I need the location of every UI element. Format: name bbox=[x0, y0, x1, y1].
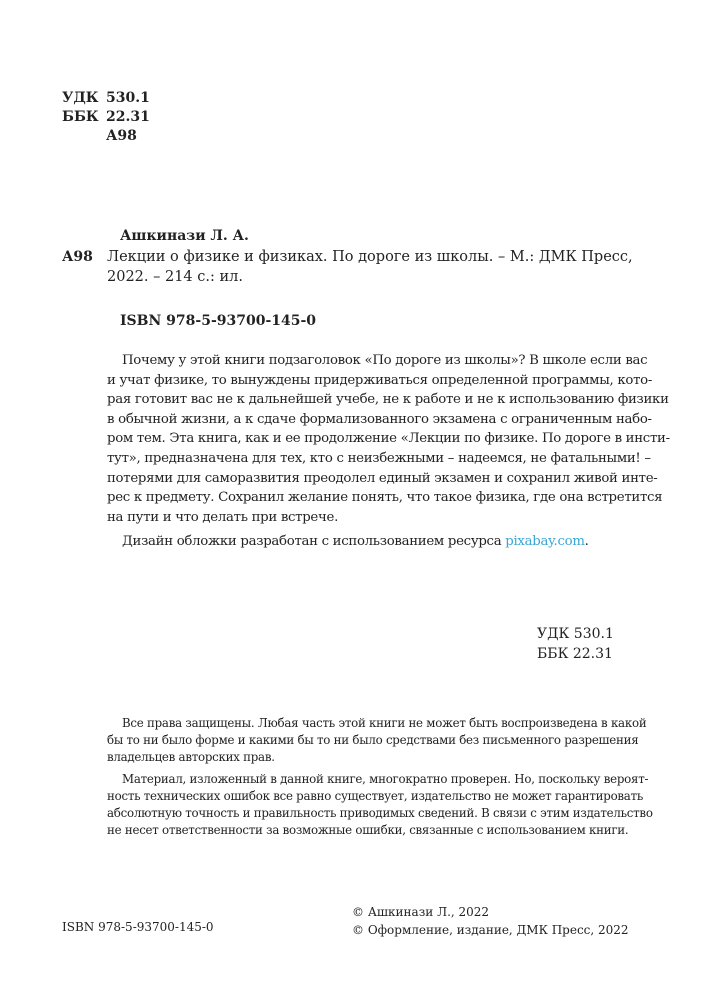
bib-line: 2022. – 214 с.: ил. bbox=[107, 269, 243, 285]
rights-line: бы то ни было форме и какими бы то ни было средствами без письменного разрешения bbox=[107, 733, 639, 747]
abstract-line: ром тем. Эта книга, как и ее продолжение «Лекции по физике. По дороге в инсти- bbox=[107, 431, 670, 447]
bbk-right: ББК 22.31 bbox=[537, 646, 613, 662]
abstract-line: потерями для саморазвития преодолел единый экзамен и сохранил живой инте- bbox=[107, 470, 658, 486]
bbk-value: 22.31 bbox=[106, 109, 150, 125]
bib-description bbox=[107, 247, 633, 287]
bib-code: А98 bbox=[62, 249, 93, 265]
classification-block bbox=[62, 89, 150, 146]
copyright-publisher: © Оформление, издание, ДМК Пресс, 2022 bbox=[352, 923, 629, 937]
rights-notice bbox=[107, 715, 653, 839]
udk-right: УДК 530.1 bbox=[537, 626, 614, 642]
disclaimer-line: ность технических ошибок все равно существует, издательство не может гарантировать bbox=[107, 789, 644, 803]
author-code: А98 bbox=[106, 128, 137, 144]
abstract-line: рес к предмету. Сохранил желание понять, что такое физика, где она встретится bbox=[107, 490, 663, 506]
rights-line: владельцев авторских прав. bbox=[107, 750, 275, 764]
disclaimer-line: абсолютную точность и правильность приводимых сведений. В связи с этим издательство bbox=[107, 806, 653, 820]
rights-line: Все права защищены. Любая часть этой книги не может быть воспроизведена в какой bbox=[122, 716, 647, 730]
abstract bbox=[107, 351, 670, 552]
cover-note-text: Дизайн обложки разработан с использованием ресурса bbox=[122, 534, 506, 550]
isbn-heading: ISBN 978-5-93700-145-0 bbox=[120, 313, 317, 329]
abstract-line: рая готовит вас не к дальнейшей учебе, не к работе и не к использованию физики bbox=[107, 392, 669, 408]
cover-note-end: . bbox=[584, 534, 589, 550]
bbk-label: ББК bbox=[62, 109, 99, 125]
copyright-block bbox=[352, 903, 629, 939]
disclaimer-line: не несет ответственности за возможные ошибки, связанные с использованием книги. bbox=[107, 823, 629, 837]
abstract-line: и учат физике, то вынуждены придерживаться определенной программы, кото- bbox=[107, 372, 653, 388]
udk-label: УДК bbox=[62, 90, 99, 106]
pixabay-link[interactable]: pixabay.com bbox=[505, 534, 585, 550]
abstract-line: Почему у этой книги подзаголовок «По дороге из школы»? В школе если вас bbox=[122, 353, 648, 368]
disclaimer-line: Материал, изложенный в данной книге, многократно проверен. Но, поскольку вероят- bbox=[122, 772, 649, 786]
udk-value: 530.1 bbox=[106, 90, 150, 106]
bib-line: Лекции о физике и физиках. По дороге из школы. – М.: ДМК Пресс, bbox=[107, 249, 633, 265]
footer-isbn: ISBN 978-5-93700-145-0 bbox=[62, 920, 214, 934]
abstract-line: на пути и что делать при встрече. bbox=[107, 509, 338, 525]
classification-right bbox=[537, 624, 614, 664]
copyright-author: © Ашкинази Л., 2022 bbox=[352, 905, 490, 919]
abstract-line: тут», предназначена для тех, кто с неизбежными – надеемся, не фатальными! – bbox=[107, 450, 651, 466]
abstract-line: в обычной жизни, а к сдаче формализованного экзамена с ограниченным набо- bbox=[107, 411, 652, 427]
cover-note bbox=[107, 532, 614, 552]
author-name: Ашкинази Л. А. bbox=[120, 228, 249, 244]
